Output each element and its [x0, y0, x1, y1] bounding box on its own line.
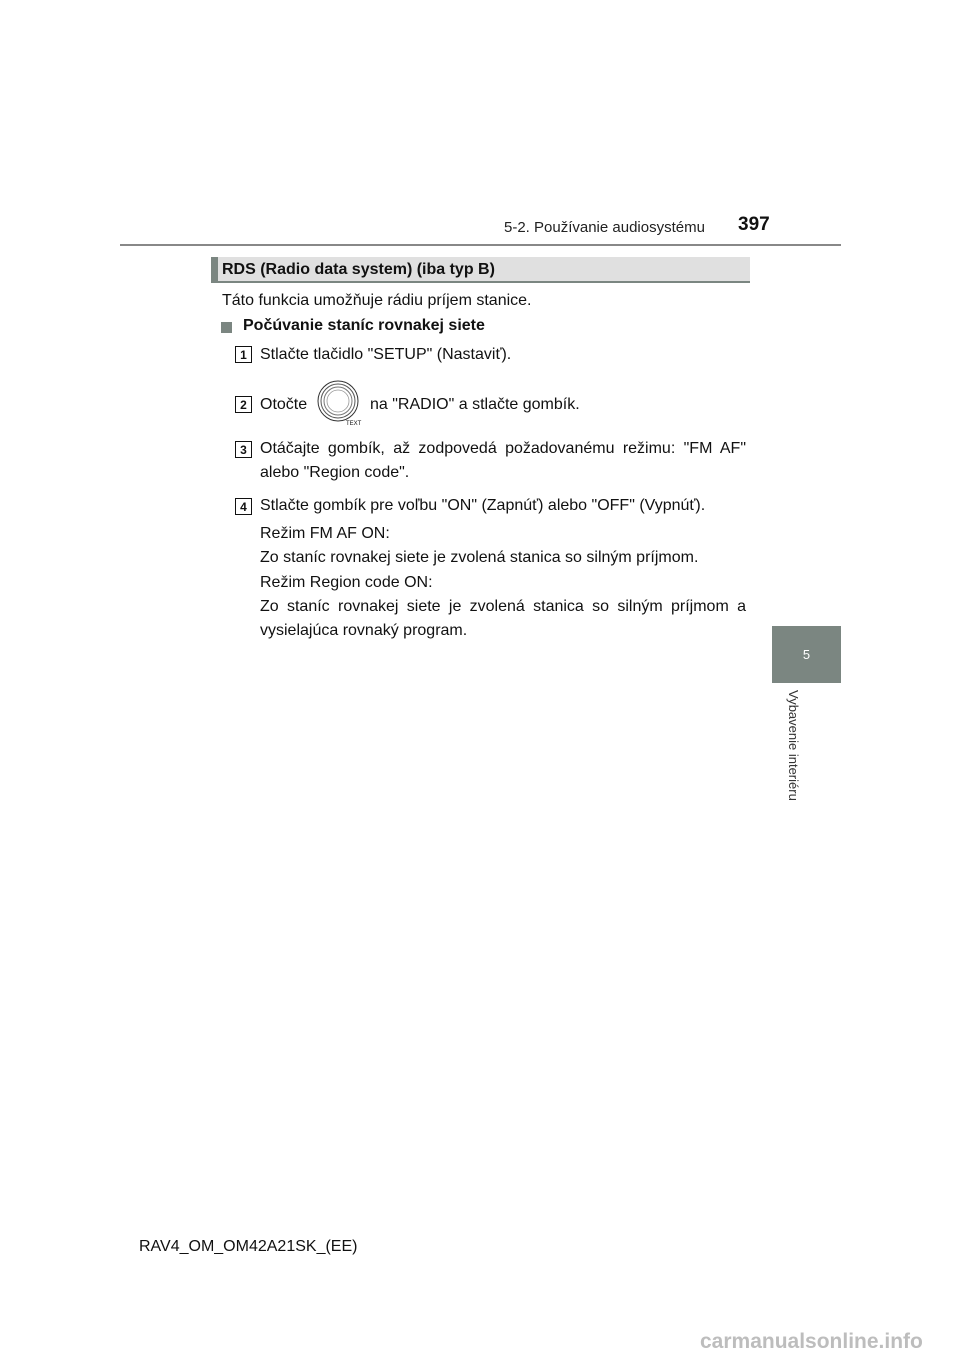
chapter-tab-number: 5 — [772, 626, 841, 683]
step-2-text-before: Otočte — [260, 396, 308, 413]
page-number: 397 — [738, 214, 770, 235]
header-section-title: 5-2. Používanie audiosystému — [504, 219, 705, 236]
watermark: carmanualsonline.info — [700, 1330, 923, 1353]
section-title: RDS (Radio data system) (iba typ B) — [222, 261, 495, 278]
step-number-3: 3 — [235, 441, 252, 458]
step-4-text: Stlačte gombík pre voľbu "ON" (Zapnúť) alebo "OFF" (Vypnúť). — [260, 497, 706, 514]
step-number-1: 1 — [235, 346, 252, 363]
step-3-text: Otáčajte gombík, až zodpovedá požadovanému režimu: "FM AF" alebo "Region code". — [260, 440, 746, 481]
subheading: Počúvanie staníc rovnakej siete — [243, 317, 485, 334]
section-intro: Táto funkcia umožňuje rádiu príjem stanice. — [222, 292, 532, 309]
chapter-tab-label: Vybavenie interiéru — [786, 690, 801, 801]
step-number-2: 2 — [235, 396, 252, 413]
mode-2-title: Režim Region code ON: — [260, 574, 433, 591]
square-bullet-icon — [221, 322, 232, 333]
knob-label: TEXT — [346, 421, 362, 427]
mode-1-description: Zo staníc rovnakej siete je zvolená stanica so silným príjmom. — [260, 549, 699, 566]
footer-document-code: RAV4_OM_OM42A21SK_(EE) — [139, 1238, 358, 1255]
mode-2-description: Zo staníc rovnakej siete je zvolená stanica so silným príjmom a vysielajúca rovnaký program. — [260, 598, 746, 639]
step-2-text-after: na "RADIO" a stlačte gombík. — [370, 396, 580, 413]
step-number-4: 4 — [235, 498, 252, 515]
step-1-text: Stlačte tlačidlo "SETUP" (Nastaviť). — [260, 346, 512, 363]
tune-knob-icon — [316, 379, 364, 427]
chapter-tab-label-wrap — [786, 690, 804, 820]
mode-1-title: Režim FM AF ON: — [260, 525, 390, 542]
header-divider — [120, 244, 841, 246]
